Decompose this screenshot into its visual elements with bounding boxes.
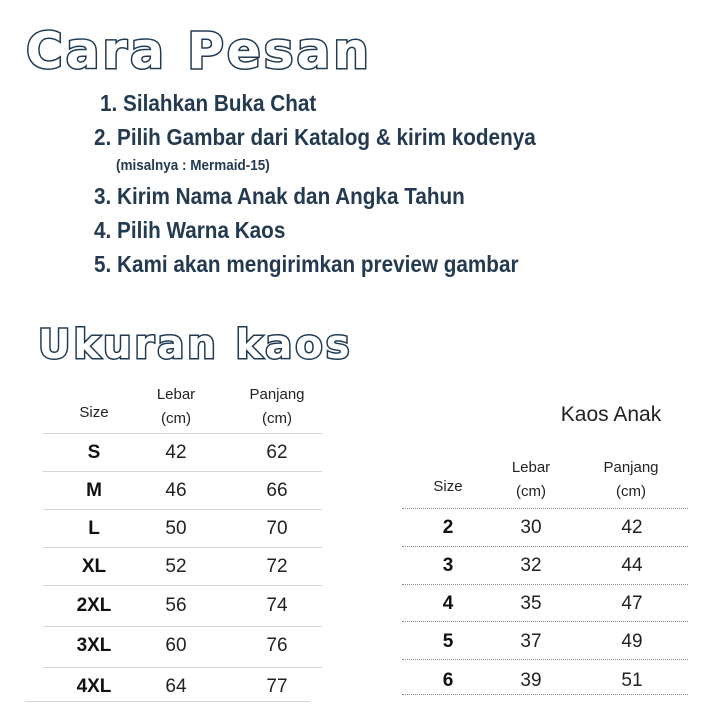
lebar-cell: 64 (165, 676, 187, 697)
divider (402, 584, 688, 585)
step-3: 3. Kirim Nama Anak dan Angka Tahun (94, 183, 465, 209)
header-lebar-unit: (cm) (161, 410, 191, 427)
panjang-cell: 51 (621, 670, 643, 691)
header-panjang-unit: (cm) (262, 410, 292, 427)
step-2-example: (misalnya : Mermaid-15) (116, 157, 270, 174)
lebar-cell: 37 (520, 631, 542, 652)
lebar-cell: 60 (165, 635, 187, 656)
size-cell: 2XL (76, 595, 112, 616)
divider (43, 433, 322, 434)
divider (25, 701, 310, 702)
divider (43, 509, 322, 510)
lebar-cell: 30 (520, 517, 542, 538)
panjang-cell: 49 (621, 631, 643, 652)
step-2: 2. Pilih Gambar dari Katalog & kirim kodenya (94, 124, 536, 150)
panjang-cell: 76 (266, 635, 288, 656)
lebar-cell: 42 (165, 442, 187, 463)
header-lebar-label: Lebar (511, 459, 551, 476)
header-panjang-label: Panjang (249, 386, 305, 403)
panjang-cell: 47 (621, 593, 643, 614)
divider (402, 659, 688, 660)
kids-table-title: Kaos Anak (560, 403, 662, 426)
panjang-cell: 66 (266, 480, 288, 501)
lebar-cell: 50 (165, 518, 187, 539)
size-cell: S (87, 442, 101, 463)
panjang-cell: 77 (266, 676, 288, 697)
header-size: Size (79, 404, 109, 421)
size-cell: 3XL (76, 635, 112, 656)
size-cell: 5 (442, 631, 454, 652)
header-panjang (603, 456, 658, 504)
lebar-cell: 56 (165, 595, 187, 616)
header-panjang (249, 383, 304, 431)
divider (402, 508, 688, 509)
panjang-cell: 74 (266, 595, 288, 616)
lebar-cell: 52 (165, 556, 187, 577)
header-lebar-unit: (cm) (516, 483, 546, 500)
step-4: 4. Pilih Warna Kaos (94, 217, 286, 243)
size-cell: 4 (442, 593, 454, 614)
divider (402, 546, 688, 547)
panjang-cell: 44 (621, 555, 643, 576)
lebar-cell: 35 (520, 593, 542, 614)
size-cell: 2 (442, 517, 454, 538)
size-cell: L (88, 518, 100, 539)
size-cell: 4XL (76, 676, 112, 697)
divider (43, 547, 322, 548)
divider (402, 621, 688, 622)
divider (43, 626, 322, 627)
divider (43, 585, 322, 586)
size-cell: 3 (442, 555, 454, 576)
lebar-cell: 39 (520, 670, 542, 691)
header-panjang-label: Panjang (603, 459, 659, 476)
step-5: 5. Kami akan mengirimkan preview gambar (94, 251, 519, 277)
lebar-cell: 46 (165, 480, 187, 501)
panjang-cell: 42 (621, 517, 643, 538)
header-lebar (512, 456, 550, 504)
panjang-cell: 72 (266, 556, 288, 577)
divider (402, 694, 688, 695)
size-cell: 6 (442, 670, 454, 691)
header-size: Size (433, 478, 463, 495)
header-lebar (157, 383, 195, 431)
header-panjang-unit: (cm) (616, 483, 646, 500)
title-ukuran-kaos: Ukuran kaos (38, 322, 353, 368)
panjang-cell: 70 (266, 518, 288, 539)
panjang-cell: 62 (266, 442, 288, 463)
title-cara-pesan: Cara Pesan (26, 22, 372, 80)
lebar-cell: 32 (520, 555, 542, 576)
size-cell: M (86, 480, 102, 501)
header-lebar-label: Lebar (156, 386, 196, 403)
size-cell: XL (81, 556, 107, 577)
divider (43, 667, 322, 668)
divider (43, 471, 322, 472)
step-1: 1. Silahkan Buka Chat (100, 90, 317, 116)
